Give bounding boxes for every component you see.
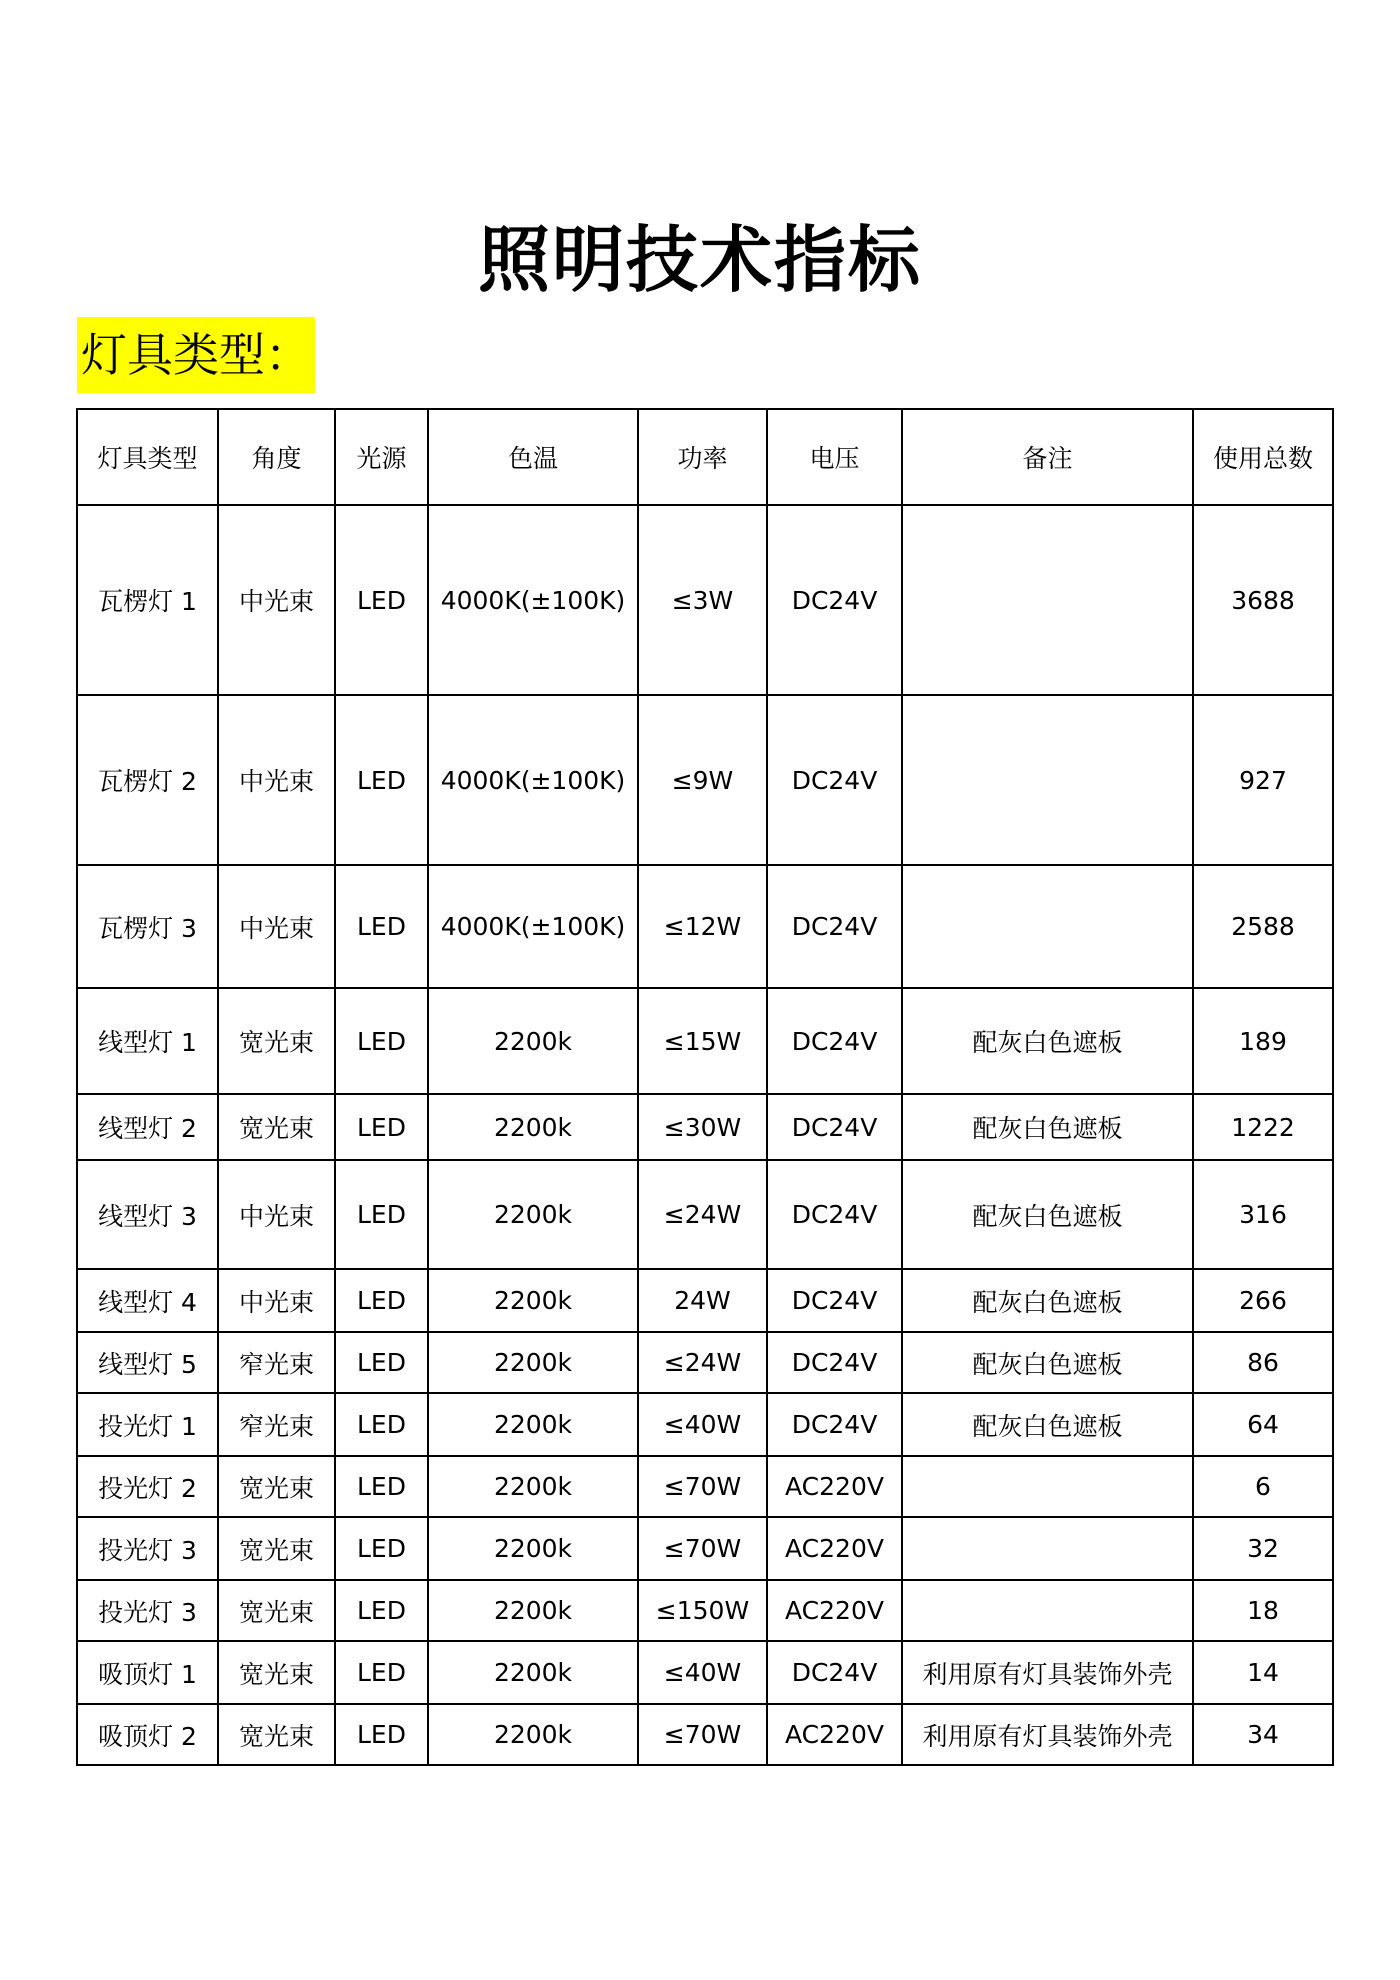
table-row bbox=[77, 1517, 1333, 1580]
cell-total-count: 927 bbox=[1193, 695, 1333, 865]
cell-voltage: DC24V bbox=[767, 1393, 902, 1456]
cell-power: ≤150W bbox=[638, 1580, 767, 1641]
table-row bbox=[77, 865, 1333, 988]
cell-voltage: DC24V bbox=[767, 505, 902, 695]
cell-lamp-type: 投光灯 1 bbox=[77, 1393, 218, 1456]
cell-remarks bbox=[902, 695, 1193, 865]
cell-lamp-type: 线型灯 1 bbox=[77, 988, 218, 1094]
cell-color-temperature: 2200k bbox=[428, 1580, 638, 1641]
cell-voltage: AC220V bbox=[767, 1517, 902, 1580]
cell-light-source: LED bbox=[335, 695, 428, 865]
cell-voltage: DC24V bbox=[767, 1094, 902, 1160]
cell-lamp-type: 瓦楞灯 3 bbox=[77, 865, 218, 988]
cell-lamp-type: 瓦楞灯 2 bbox=[77, 695, 218, 865]
cell-remarks: 配灰白色遮板 bbox=[902, 1269, 1193, 1332]
cell-angle: 中光束 bbox=[218, 1160, 335, 1269]
cell-lamp-type: 线型灯 2 bbox=[77, 1094, 218, 1160]
cell-color-temperature: 2200k bbox=[428, 1393, 638, 1456]
cell-power: ≤70W bbox=[638, 1517, 767, 1580]
cell-power: ≤30W bbox=[638, 1094, 767, 1160]
cell-angle: 中光束 bbox=[218, 505, 335, 695]
table-row bbox=[77, 988, 1333, 1094]
cell-light-source: LED bbox=[335, 1517, 428, 1580]
cell-lamp-type: 投光灯 3 bbox=[77, 1517, 218, 1580]
table-row bbox=[77, 1094, 1333, 1160]
table-row bbox=[77, 1641, 1333, 1704]
cell-light-source: LED bbox=[335, 1094, 428, 1160]
cell-total-count: 266 bbox=[1193, 1269, 1333, 1332]
spec-table bbox=[76, 408, 1334, 1766]
cell-power: ≤40W bbox=[638, 1393, 767, 1456]
cell-voltage: AC220V bbox=[767, 1704, 902, 1765]
cell-lamp-type: 线型灯 3 bbox=[77, 1160, 218, 1269]
cell-remarks bbox=[902, 865, 1193, 988]
cell-remarks: 利用原有灯具装饰外壳 bbox=[902, 1704, 1193, 1765]
cell-total-count: 2588 bbox=[1193, 865, 1333, 988]
table-row bbox=[77, 1704, 1333, 1765]
cell-angle: 宽光束 bbox=[218, 1580, 335, 1641]
cell-color-temperature: 2200k bbox=[428, 988, 638, 1094]
cell-angle: 宽光束 bbox=[218, 1517, 335, 1580]
cell-color-temperature: 2200k bbox=[428, 1704, 638, 1765]
cell-remarks bbox=[902, 1456, 1193, 1517]
table-row bbox=[77, 1269, 1333, 1332]
cell-angle: 宽光束 bbox=[218, 1704, 335, 1765]
cell-angle: 中光束 bbox=[218, 865, 335, 988]
cell-power: ≤40W bbox=[638, 1641, 767, 1704]
cell-angle: 宽光束 bbox=[218, 1094, 335, 1160]
cell-angle: 窄光束 bbox=[218, 1393, 335, 1456]
table-row bbox=[77, 1393, 1333, 1456]
cell-light-source: LED bbox=[335, 1641, 428, 1704]
cell-power: ≤70W bbox=[638, 1704, 767, 1765]
cell-color-temperature: 2200k bbox=[428, 1160, 638, 1269]
cell-angle: 中光束 bbox=[218, 695, 335, 865]
cell-color-temperature: 4000K(±100K) bbox=[428, 865, 638, 988]
cell-color-temperature: 2200k bbox=[428, 1641, 638, 1704]
cell-voltage: AC220V bbox=[767, 1456, 902, 1517]
table-row bbox=[77, 1580, 1333, 1641]
cell-lamp-type: 吸顶灯 2 bbox=[77, 1704, 218, 1765]
cell-remarks: 利用原有灯具装饰外壳 bbox=[902, 1641, 1193, 1704]
table-row bbox=[77, 1332, 1333, 1393]
table-row bbox=[77, 1160, 1333, 1269]
table-row bbox=[77, 695, 1333, 865]
table-header-row bbox=[77, 409, 1333, 505]
cell-total-count: 34 bbox=[1193, 1704, 1333, 1765]
header-total-count: 使用总数 bbox=[1193, 409, 1333, 505]
cell-color-temperature: 2200k bbox=[428, 1094, 638, 1160]
cell-voltage: DC24V bbox=[767, 865, 902, 988]
cell-light-source: LED bbox=[335, 988, 428, 1094]
header-voltage: 电压 bbox=[767, 409, 902, 505]
page-title: 照明技术指标 bbox=[477, 218, 922, 302]
cell-lamp-type: 线型灯 4 bbox=[77, 1269, 218, 1332]
cell-color-temperature: 2200k bbox=[428, 1517, 638, 1580]
cell-voltage: AC220V bbox=[767, 1580, 902, 1641]
cell-color-temperature: 4000K(±100K) bbox=[428, 695, 638, 865]
cell-voltage: DC24V bbox=[767, 695, 902, 865]
cell-angle: 中光束 bbox=[218, 1269, 335, 1332]
cell-voltage: DC24V bbox=[767, 1160, 902, 1269]
cell-total-count: 14 bbox=[1193, 1641, 1333, 1704]
cell-color-temperature: 4000K(±100K) bbox=[428, 505, 638, 695]
cell-total-count: 189 bbox=[1193, 988, 1333, 1094]
table-body bbox=[77, 505, 1333, 1765]
cell-power: ≤3W bbox=[638, 505, 767, 695]
section-label: 灯具类型： bbox=[77, 317, 315, 393]
cell-remarks: 配灰白色遮板 bbox=[902, 1094, 1193, 1160]
header-remarks: 备注 bbox=[902, 409, 1193, 505]
header-color-temperature: 色温 bbox=[428, 409, 638, 505]
cell-lamp-type: 投光灯 3 bbox=[77, 1580, 218, 1641]
cell-angle: 宽光束 bbox=[218, 988, 335, 1094]
cell-light-source: LED bbox=[335, 1160, 428, 1269]
header-angle: 角度 bbox=[218, 409, 335, 505]
cell-light-source: LED bbox=[335, 1704, 428, 1765]
cell-color-temperature: 2200k bbox=[428, 1269, 638, 1332]
cell-light-source: LED bbox=[335, 505, 428, 695]
header-lamp-type: 灯具类型 bbox=[77, 409, 218, 505]
cell-remarks bbox=[902, 1517, 1193, 1580]
cell-lamp-type: 瓦楞灯 1 bbox=[77, 505, 218, 695]
cell-total-count: 64 bbox=[1193, 1393, 1333, 1456]
cell-light-source: LED bbox=[335, 1580, 428, 1641]
cell-voltage: DC24V bbox=[767, 1641, 902, 1704]
cell-color-temperature: 2200k bbox=[428, 1332, 638, 1393]
table-row bbox=[77, 505, 1333, 695]
cell-total-count: 86 bbox=[1193, 1332, 1333, 1393]
cell-power: ≤15W bbox=[638, 988, 767, 1094]
cell-remarks bbox=[902, 1580, 1193, 1641]
cell-light-source: LED bbox=[335, 1393, 428, 1456]
cell-power: ≤9W bbox=[638, 695, 767, 865]
cell-remarks: 配灰白色遮板 bbox=[902, 1332, 1193, 1393]
cell-light-source: LED bbox=[335, 1456, 428, 1517]
cell-power: ≤24W bbox=[638, 1160, 767, 1269]
cell-power: 24W bbox=[638, 1269, 767, 1332]
cell-light-source: LED bbox=[335, 1332, 428, 1393]
cell-total-count: 6 bbox=[1193, 1456, 1333, 1517]
cell-total-count: 18 bbox=[1193, 1580, 1333, 1641]
cell-color-temperature: 2200k bbox=[428, 1456, 638, 1517]
cell-remarks: 配灰白色遮板 bbox=[902, 1160, 1193, 1269]
cell-power: ≤24W bbox=[638, 1332, 767, 1393]
cell-voltage: DC24V bbox=[767, 988, 902, 1094]
header-power: 功率 bbox=[638, 409, 767, 505]
cell-light-source: LED bbox=[335, 865, 428, 988]
cell-light-source: LED bbox=[335, 1269, 428, 1332]
cell-angle: 宽光束 bbox=[218, 1641, 335, 1704]
cell-total-count: 316 bbox=[1193, 1160, 1333, 1269]
cell-voltage: DC24V bbox=[767, 1332, 902, 1393]
cell-total-count: 32 bbox=[1193, 1517, 1333, 1580]
cell-lamp-type: 吸顶灯 1 bbox=[77, 1641, 218, 1704]
cell-lamp-type: 线型灯 5 bbox=[77, 1332, 218, 1393]
cell-angle: 宽光束 bbox=[218, 1456, 335, 1517]
cell-remarks: 配灰白色遮板 bbox=[902, 988, 1193, 1094]
header-light-source: 光源 bbox=[335, 409, 428, 505]
cell-power: ≤70W bbox=[638, 1456, 767, 1517]
cell-total-count: 1222 bbox=[1193, 1094, 1333, 1160]
table-row bbox=[77, 1456, 1333, 1517]
cell-lamp-type: 投光灯 2 bbox=[77, 1456, 218, 1517]
cell-total-count: 3688 bbox=[1193, 505, 1333, 695]
cell-power: ≤12W bbox=[638, 865, 767, 988]
cell-remarks bbox=[902, 505, 1193, 695]
cell-angle: 窄光束 bbox=[218, 1332, 335, 1393]
cell-remarks: 配灰白色遮板 bbox=[902, 1393, 1193, 1456]
cell-voltage: DC24V bbox=[767, 1269, 902, 1332]
